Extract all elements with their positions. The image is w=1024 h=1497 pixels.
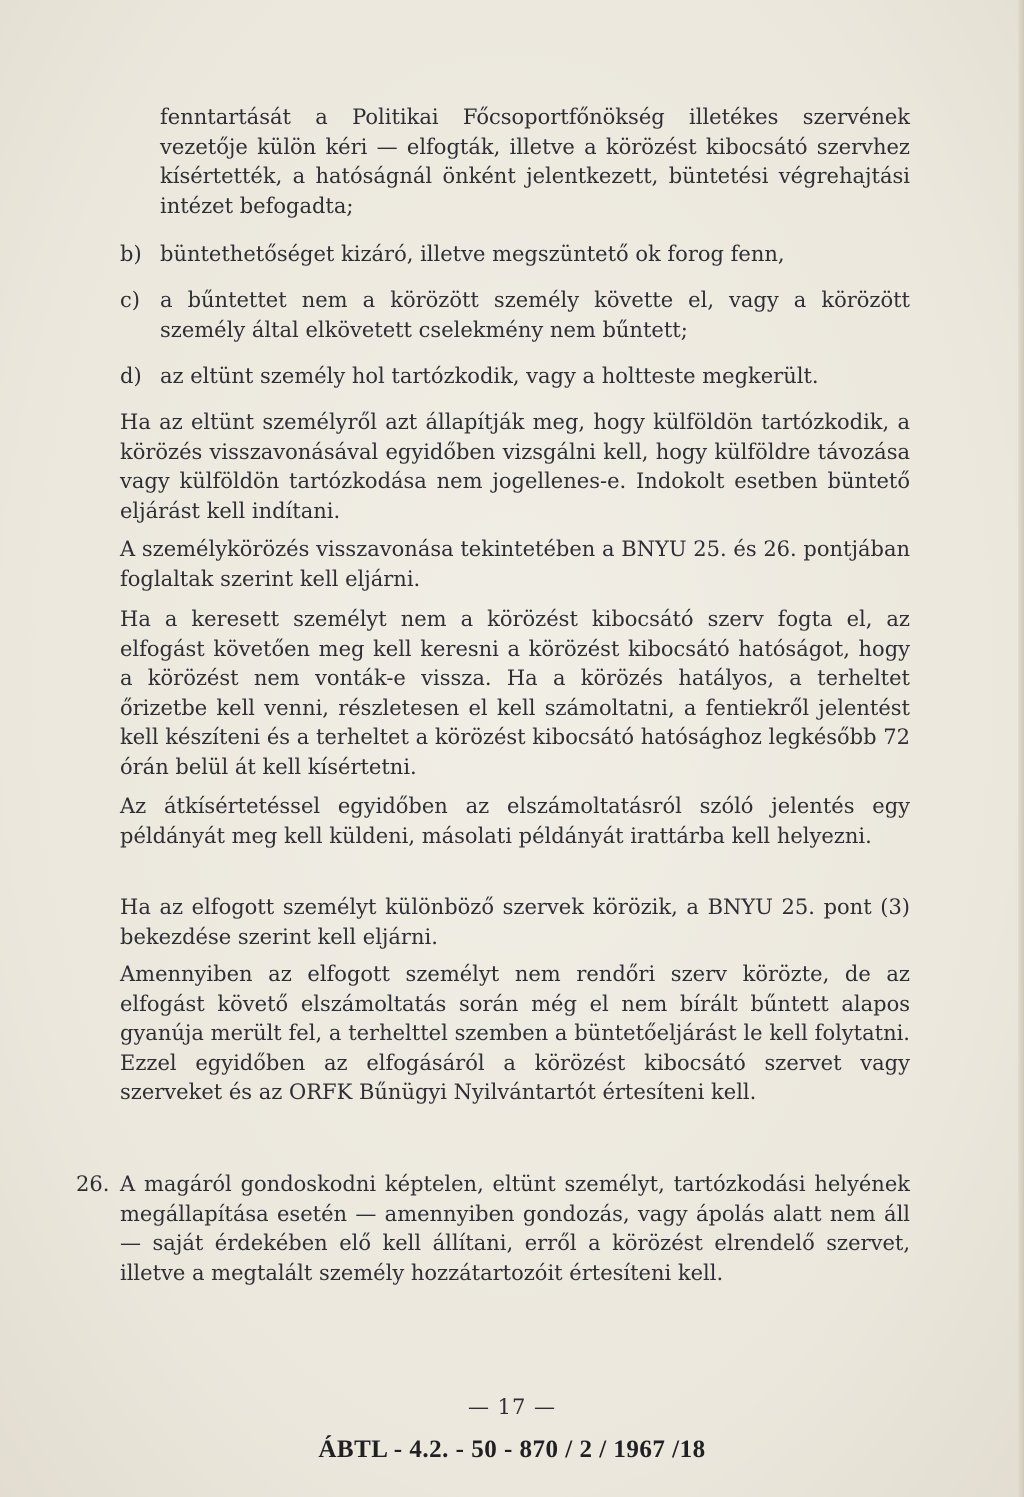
list-item-text: büntethetőséget kizáró, illetve megszüntető ok forog fenn,: [160, 242, 785, 266]
section-number: 26.: [76, 1172, 110, 1196]
section-26-text: A magáról gondoskodni képtelen, eltünt személyt, tartózkodási helyének megállapítása esetén — amennyiben gondozás, vagy ápolás alatt nem áll — saját érdekében elő kell állítani, erről a körözést elrendelő szervet, illetve a megtalált személy hozzátartozóit értesíteni kell.: [120, 1172, 910, 1285]
paragraph-escort: Az átkísértetéssel egyidőben az elszámoltatásról szóló jelentés egy példányát meg kell küldeni, másolati példányát irattárba kell helyezni.: [120, 794, 910, 848]
paragraph-abroad: Ha az eltünt személyről azt állapítják meg, hogy külföldön tartózkodik, a körözés visszavonásával egyidőben vizsgálni kell, hogy külföldre távozása vagy külföldön tartózkodása nem jogellenes-e. Indokolt esetben büntető eljárást kell indítani.: [120, 410, 910, 523]
paragraph-arrest: Ha a keresett személyt nem a körözést kibocsátó szerv fogta el, az elfogást követően meg kell keresni a körözést kibocsátó hatóságot, hogy a körözést nem vonták-e vissza. Ha a körözés hatályos, a terheltet őrizetbe kell venni, részletesen el kell számoltatni, a fentiekről jelentést kell készíteni és a terheltet a körözést kibocsátó hatósághoz legkésőbb 72 órán belül át kell kísértetni.: [120, 607, 910, 779]
archive-reference: ÁBTL - 4.2. - 50 - 870 / 2 / 1967 /18: [318, 1436, 706, 1463]
page-number: — 17 —: [467, 1395, 557, 1419]
list-item-label: b): [120, 242, 142, 266]
list-item-label: d): [120, 364, 142, 388]
paragraph-revocation: A személykörözés visszavonása tekintetében a BNYU 25. és 26. pontjában foglaltak szerint kell eljárni.: [120, 537, 910, 591]
paragraph-multiple-organs: Ha az elfogott személyt különböző szervek körözik, a BNYU 25. pont (3) bekezdése szerint kell eljárni.: [120, 895, 910, 949]
paragraph-non-police: Amennyiben az elfogott személyt nem rendőri szerv körözte, de az elfogást követő elszámoltatás során még el nem bírált bűntett alapos gyanúja merült fel, a terhelttel szemben a büntetőeljárást le kell folytatni. Ezzel egyidőben az elfogásáról a körözést kibocsátó szervet vagy szerveket és az ORFK Bűnügyi Nyilvántartót értesíteni kell.: [120, 962, 910, 1104]
intro-paragraph: fenntartását a Politikai Főcsoportfőnökség illetékes szervének vezetője külön kéri — elfogták, illetve a körözést kibocsátó szervhez kísértették, a hatóságnál önként jelentkezett, büntetési végrehajtási intézet befogadta;: [160, 105, 910, 218]
list-item-text: a bűntettet nem a körözött személy követte el, vagy a körözött személy által elkövetett cselekmény nem bűntett;: [160, 288, 910, 342]
list-item-text: az eltünt személy hol tartózkodik, vagy a holtteste megkerült.: [160, 364, 819, 388]
list-item-label: c): [120, 288, 140, 312]
page-edge: [1018, 0, 1024, 1497]
